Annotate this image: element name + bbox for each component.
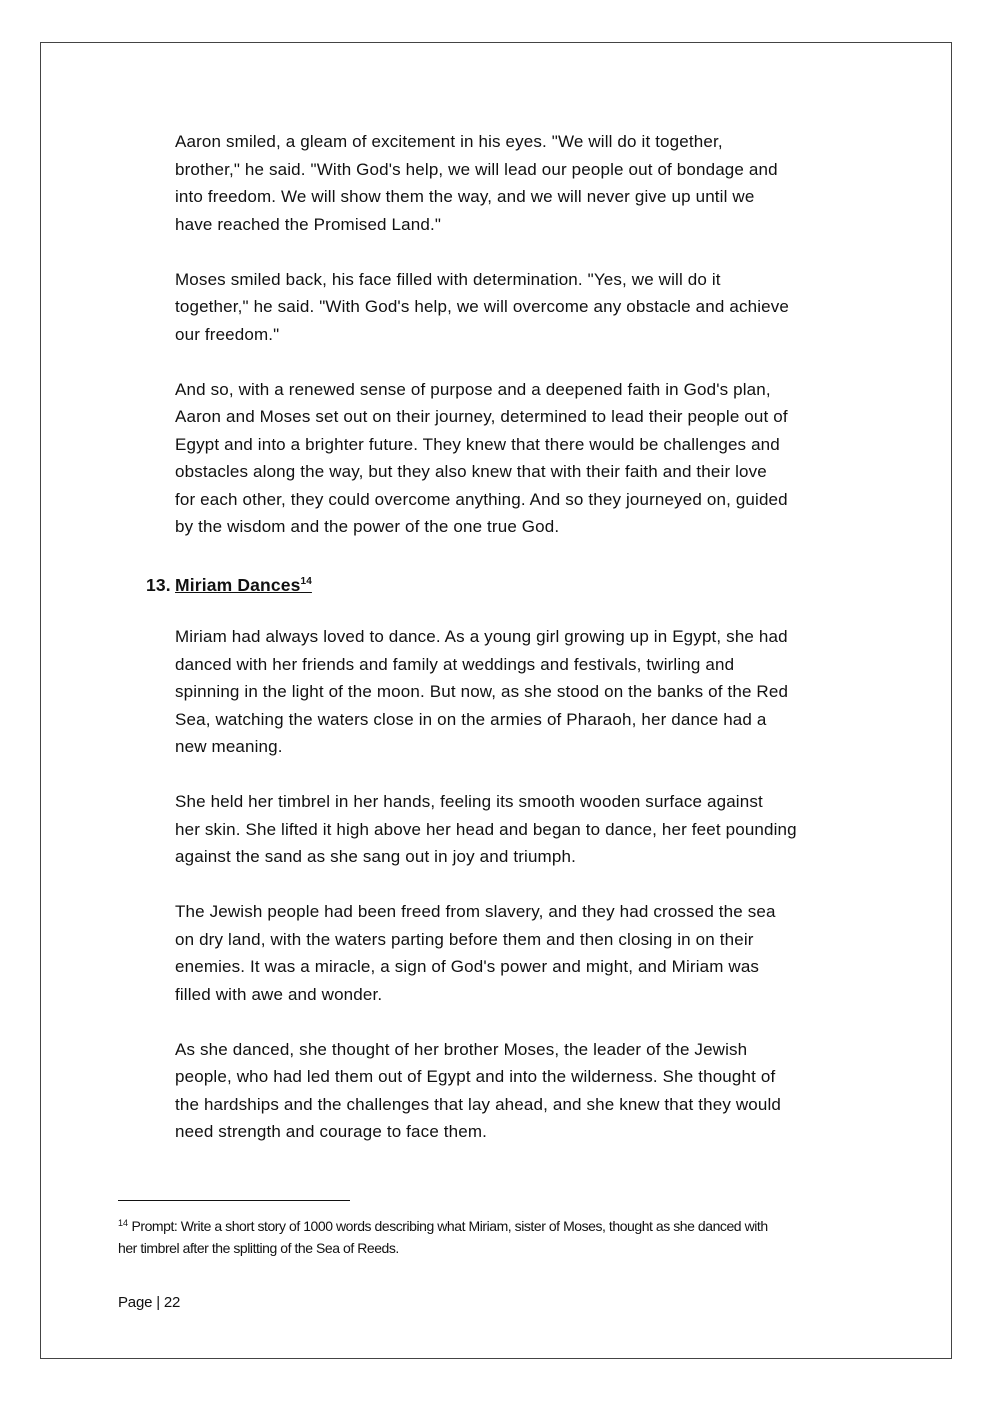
footnote-line bbox=[118, 1212, 878, 1237]
paragraph bbox=[175, 128, 895, 238]
footnote-line: her timbrel after the splitting of the Sea of Reeds. bbox=[118, 1240, 399, 1256]
footnote-text: Prompt: Write a short story of 1000 words describing what Miriam, sister of Moses, thought as she danced with bbox=[131, 1218, 768, 1234]
page-number: Page | 22 bbox=[118, 1294, 181, 1311]
text-line: As she danced, she thought of her brother Moses, the leader of the Jewish bbox=[175, 1039, 748, 1059]
text-line: new meaning. bbox=[175, 737, 283, 756]
text-line: need strength and courage to face them. bbox=[175, 1122, 488, 1141]
text-line: obstacles along the way, but they also knew that with their faith and their love bbox=[175, 462, 767, 481]
heading-title-text: Miriam Dances bbox=[175, 575, 301, 595]
paragraph bbox=[175, 623, 895, 761]
text-line: brother," he said. "With God's help, we will lead our people out of bondage and bbox=[175, 159, 778, 179]
paragraph bbox=[175, 376, 895, 541]
heading-number: 13. bbox=[146, 575, 171, 595]
text-line: Aaron and Moses set out on their journey, determined to lead their people out of bbox=[175, 407, 788, 426]
footnote bbox=[118, 1212, 878, 1259]
heading-title bbox=[175, 575, 312, 595]
text-line: Egypt and into a brighter future. They knew that there would be challenges and bbox=[175, 434, 780, 454]
paragraph bbox=[175, 788, 895, 871]
section-heading bbox=[146, 568, 866, 596]
footnote-separator bbox=[118, 1200, 350, 1201]
paragraphs-before bbox=[175, 128, 895, 541]
text-line: She held her timbrel in her hands, feeling its smooth wooden surface against bbox=[175, 792, 763, 811]
paragraph bbox=[175, 1036, 895, 1146]
text-line: danced with her friends and family at weddings and festivals, twirling and bbox=[175, 654, 735, 674]
text-line: enemies. It was a miracle, a sign of God's power and might, and Miriam was bbox=[175, 957, 760, 976]
footnote-ref[interactable]: 14 bbox=[300, 576, 312, 587]
paragraphs-after bbox=[175, 623, 895, 1146]
text-line: her skin. She lifted it high above her head and began to dance, her feet pounding bbox=[175, 819, 797, 839]
document-body bbox=[146, 128, 895, 1173]
paragraph bbox=[175, 898, 895, 1008]
text-line: by the wisdom and the power of the one true God. bbox=[175, 517, 560, 536]
text-line: have reached the Promised Land." bbox=[175, 214, 442, 234]
text-line: the hardships and the challenges that lay ahead, and she knew that they would bbox=[175, 1094, 782, 1114]
text-line: for each other, they could overcome anything. And so they journeyed on, guided bbox=[175, 489, 788, 509]
text-line: together," he said. "With God's help, we will overcome any obstacle and achieve bbox=[175, 297, 789, 316]
text-line: on dry land, with the waters parting before them and then closing in on their bbox=[175, 929, 754, 949]
text-line: our freedom." bbox=[175, 324, 280, 344]
text-line: And so, with a renewed sense of purpose and a deepened faith in God's plan, bbox=[175, 379, 771, 399]
text-line: The Jewish people had been freed from slavery, and they had crossed the sea bbox=[175, 902, 776, 921]
paragraph bbox=[175, 266, 895, 349]
text-line: filled with awe and wonder. bbox=[175, 984, 383, 1004]
text-line: people, who had led them out of Egypt and into the wilderness. She thought of bbox=[175, 1067, 776, 1086]
text-line: into freedom. We will show them the way, and we will never give up until we bbox=[175, 187, 755, 206]
text-line: Sea, watching the waters close in on the armies of Pharaoh, her dance had a bbox=[175, 709, 767, 729]
text-line: Moses smiled back, his face filled with determination. "Yes, we will do it bbox=[175, 269, 721, 289]
text-line: Miriam had always loved to dance. As a young girl growing up in Egypt, she had bbox=[175, 627, 788, 646]
text-line: Aaron smiled, a gleam of excitement in his eyes. "We will do it together, bbox=[175, 132, 723, 151]
footnote-number: 14 bbox=[118, 1218, 129, 1228]
text-line: spinning in the light of the moon. But now, as she stood on the banks of the Red bbox=[175, 682, 789, 701]
text-line: against the sand as she sang out in joy and triumph. bbox=[175, 847, 576, 866]
